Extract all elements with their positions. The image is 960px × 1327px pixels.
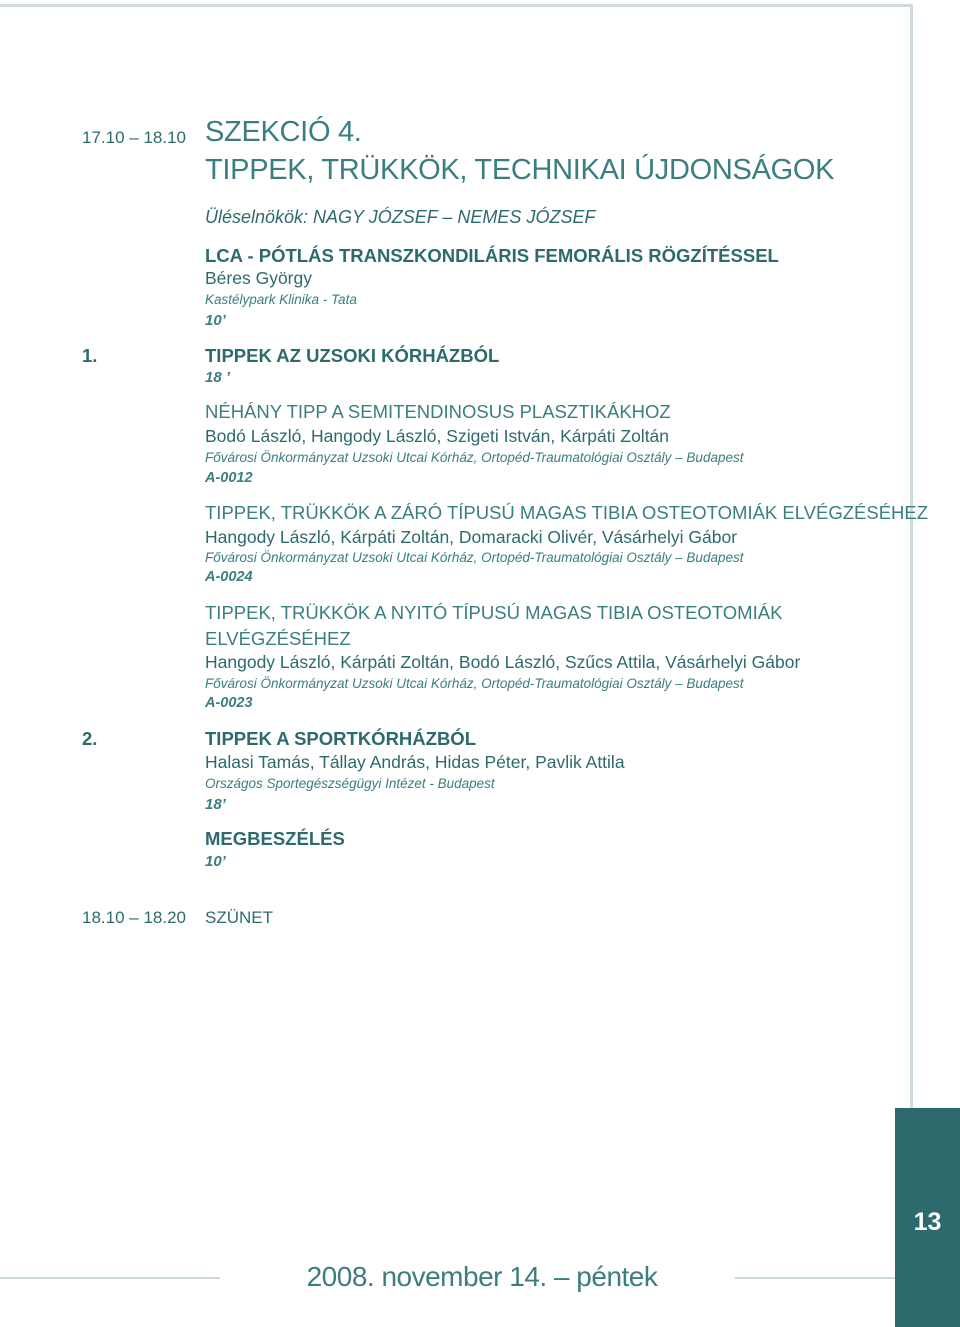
break-time: 18.10 – 18.20: [82, 908, 186, 927]
block2-institution: Országos Sportegészségügyi Intézet - Budapest: [205, 776, 495, 791]
session-time: 17.10 – 18.10: [82, 128, 186, 147]
footer-date: 2008. november 14. – péntek: [306, 1261, 658, 1292]
block1-number: 1.: [82, 345, 98, 366]
talk1-code: A-0012: [205, 470, 253, 486]
session-heading-line1: SZEKCIÓ 4.: [205, 116, 362, 148]
session-chairs: Üléselnökök: NAGY JÓZSEF – NEMES JÓZSEF: [205, 207, 596, 227]
talk3-authors: Hangody László, Kárpáti Zoltán, Bodó László, Szűcs Attila, Vásárhelyi Gábor: [205, 652, 801, 672]
talk1-title: NÉHÁNY TIPP A SEMITENDINOSUS PLASZTIKÁKHOZ: [205, 401, 671, 422]
talk3-title-line2: ELVÉGZÉSÉHEZ: [205, 628, 351, 649]
block1-duration: 18 ’: [205, 369, 231, 386]
block2-title: TIPPEK A SPORTKÓRHÁZBÓL: [205, 728, 476, 749]
talk3-title-line1: TIPPEK, TRÜKKÖK A NYITÓ TÍPUSÚ MAGAS TIBIA OSTEOTOMIÁK: [205, 602, 783, 623]
block2-duration: 18’: [205, 796, 226, 813]
lca-talk-author: Béres György: [205, 268, 312, 288]
talk2-institution: Fővárosi Önkormányzat Uzsoki Utcai Kórház, Ortopéd-Traumatológiai Osztály – Budapest: [205, 550, 744, 565]
talk3-code: A-0023: [205, 695, 253, 711]
page-number: 13: [913, 1208, 942, 1236]
lca-talk-title: LCA - PÓTLÁS TRANSZKONDILÁRIS FEMORÁLIS RÖGZÍTÉSSEL: [205, 245, 779, 266]
talk1-institution: Fővárosi Önkormányzat Uzsoki Utcai Kórház, Ortopéd-Traumatológiai Osztály – Budapest: [205, 450, 744, 465]
session-heading-line2: TIPPEK, TRÜKKÖK, TECHNIKAI ÚJDONSÁGOK: [205, 154, 835, 186]
talk2-authors: Hangody László, Kárpáti Zoltán, Domaracki Olivér, Vásárhelyi Gábor: [205, 527, 738, 547]
talk2-code: A-0024: [205, 569, 253, 585]
talk2-title: TIPPEK, TRÜKKÖK A ZÁRÓ TÍPUSÚ MAGAS TIBIA OSTEOTOMIÁK ELVÉGZÉSÉHEZ: [205, 502, 929, 523]
page-frame-top-rule: [0, 4, 910, 7]
lca-talk-institution: Kastélypark Klinika - Tata: [205, 292, 357, 307]
talk3-institution: Fővárosi Önkormányzat Uzsoki Utcai Kórház, Ortopéd-Traumatológiai Osztály – Budapest: [205, 676, 744, 691]
break-label: SZÜNET: [205, 908, 273, 927]
block1-title: TIPPEK AZ UZSOKI KÓRHÁZBÓL: [205, 345, 500, 366]
block2-number: 2.: [82, 728, 98, 749]
footer-rule-right: [735, 1277, 895, 1279]
block2-authors: Halasi Tamás, Tállay András, Hidas Péter, Pavlik Attila: [205, 752, 625, 772]
discussion-duration: 10’: [205, 853, 226, 870]
lca-talk-duration: 10’: [205, 312, 226, 329]
talk1-authors: Bodó László, Hangody László, Szigeti István, Kárpáti Zoltán: [205, 426, 670, 446]
footer-rule-left: [0, 1277, 220, 1279]
page-frame-right-rule: [910, 4, 913, 1109]
discussion-title: MEGBESZÉLÉS: [205, 828, 345, 849]
